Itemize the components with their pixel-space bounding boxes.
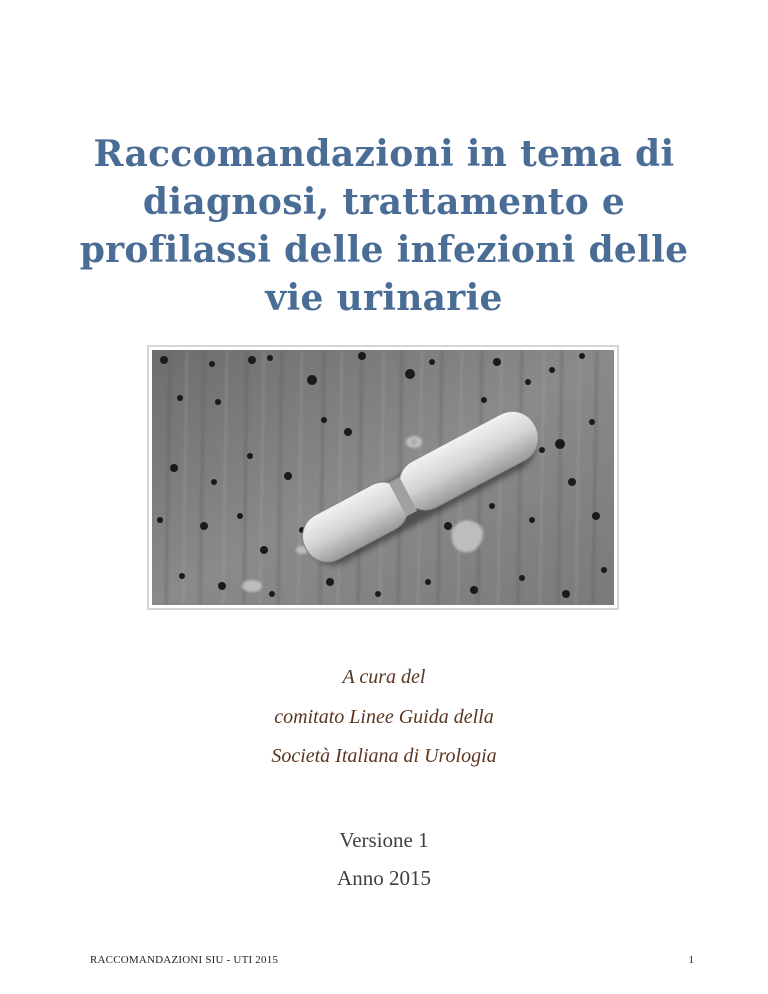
page-number: 1 <box>688 954 694 966</box>
credit-line-1: A cura del <box>342 666 426 688</box>
credit-line-2: comitato Linee Guida della <box>274 706 494 728</box>
title-line-2: diagnosi, trattamento e <box>142 181 626 223</box>
bacterium-micrograph-image <box>152 350 614 605</box>
title-line-1: Raccomandazioni in tema di <box>93 133 675 175</box>
title-line-4: vie urinarie <box>265 277 503 319</box>
document-title <box>60 130 708 322</box>
credit-line-3: Società Italiana di Urologia <box>271 745 497 767</box>
cover-micrograph <box>147 345 619 610</box>
year-label: Anno 2015 <box>337 866 431 890</box>
version-label: Versione 1 <box>339 828 429 852</box>
title-line-3: profilassi delle infezioni delle <box>79 229 689 271</box>
running-footer: RACCOMANDAZIONI SIU - UTI 2015 <box>90 954 279 966</box>
